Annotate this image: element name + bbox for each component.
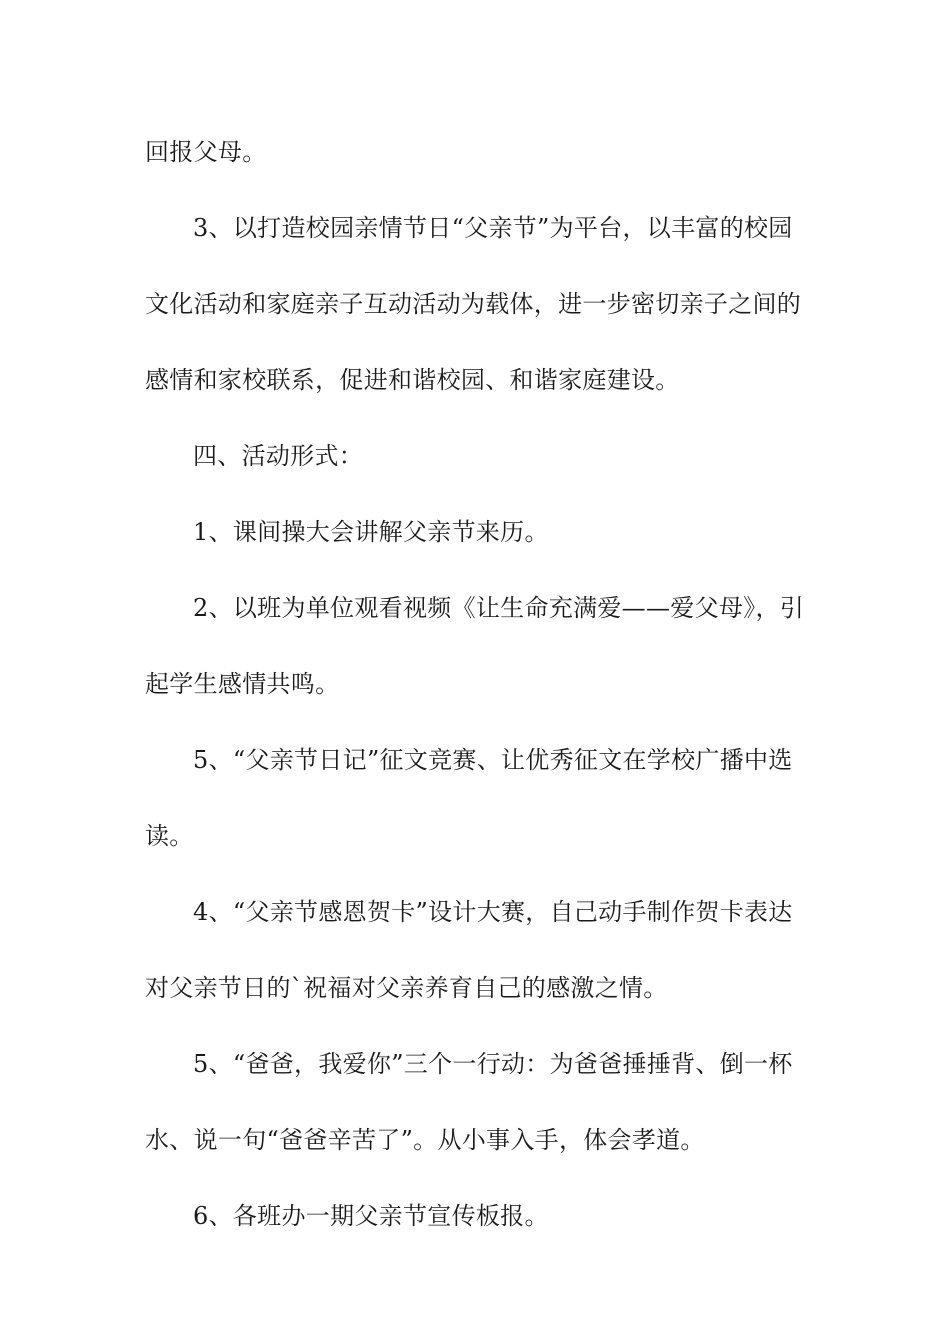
list-item: 4、“父亲节感恩贺卡”设计大赛，自己动手制作贺卡表达 <box>193 898 793 926</box>
list-item: 5、“爸爸，我爱你”三个一行动：为爸爸捶捶背、倒一杯 <box>193 1050 793 1078</box>
list-item: 2、以班为单位观看视频《让生命充满爱——爱父母》，引 <box>193 594 805 622</box>
text-line: 读。 <box>145 822 194 850</box>
text-line: 水、说一句“爸爸辛苦了”。从小事入手，体会孝道。 <box>145 1126 705 1154</box>
list-item: 6、各班办一期父亲节宣传板报。 <box>193 1202 549 1230</box>
list-item: 5、“父亲节日记”征文竞赛、让优秀征文在学校广播中选 <box>193 746 793 774</box>
text-line: 对父亲节日的`祝福对父亲养育自己的感激之情。 <box>145 974 668 1002</box>
text-line: 感情和家校联系，促进和谐校园、和谐家庭建设。 <box>145 366 680 394</box>
list-item: 1、课间操大会讲解父亲节来历。 <box>193 518 549 546</box>
section-heading: 四、活动形式： <box>193 442 364 470</box>
text-line: 文化活动和家庭亲子互动活动为载体，进一步密切亲子之间的 <box>145 290 802 318</box>
text-line: 回报父母。 <box>145 138 267 166</box>
text-line: 起学生感情共鸣。 <box>145 670 340 698</box>
document-body <box>145 126 810 1266</box>
text-line: 3、以打造校园亲情节日“父亲节”为平台，以丰富的校园 <box>193 214 793 242</box>
